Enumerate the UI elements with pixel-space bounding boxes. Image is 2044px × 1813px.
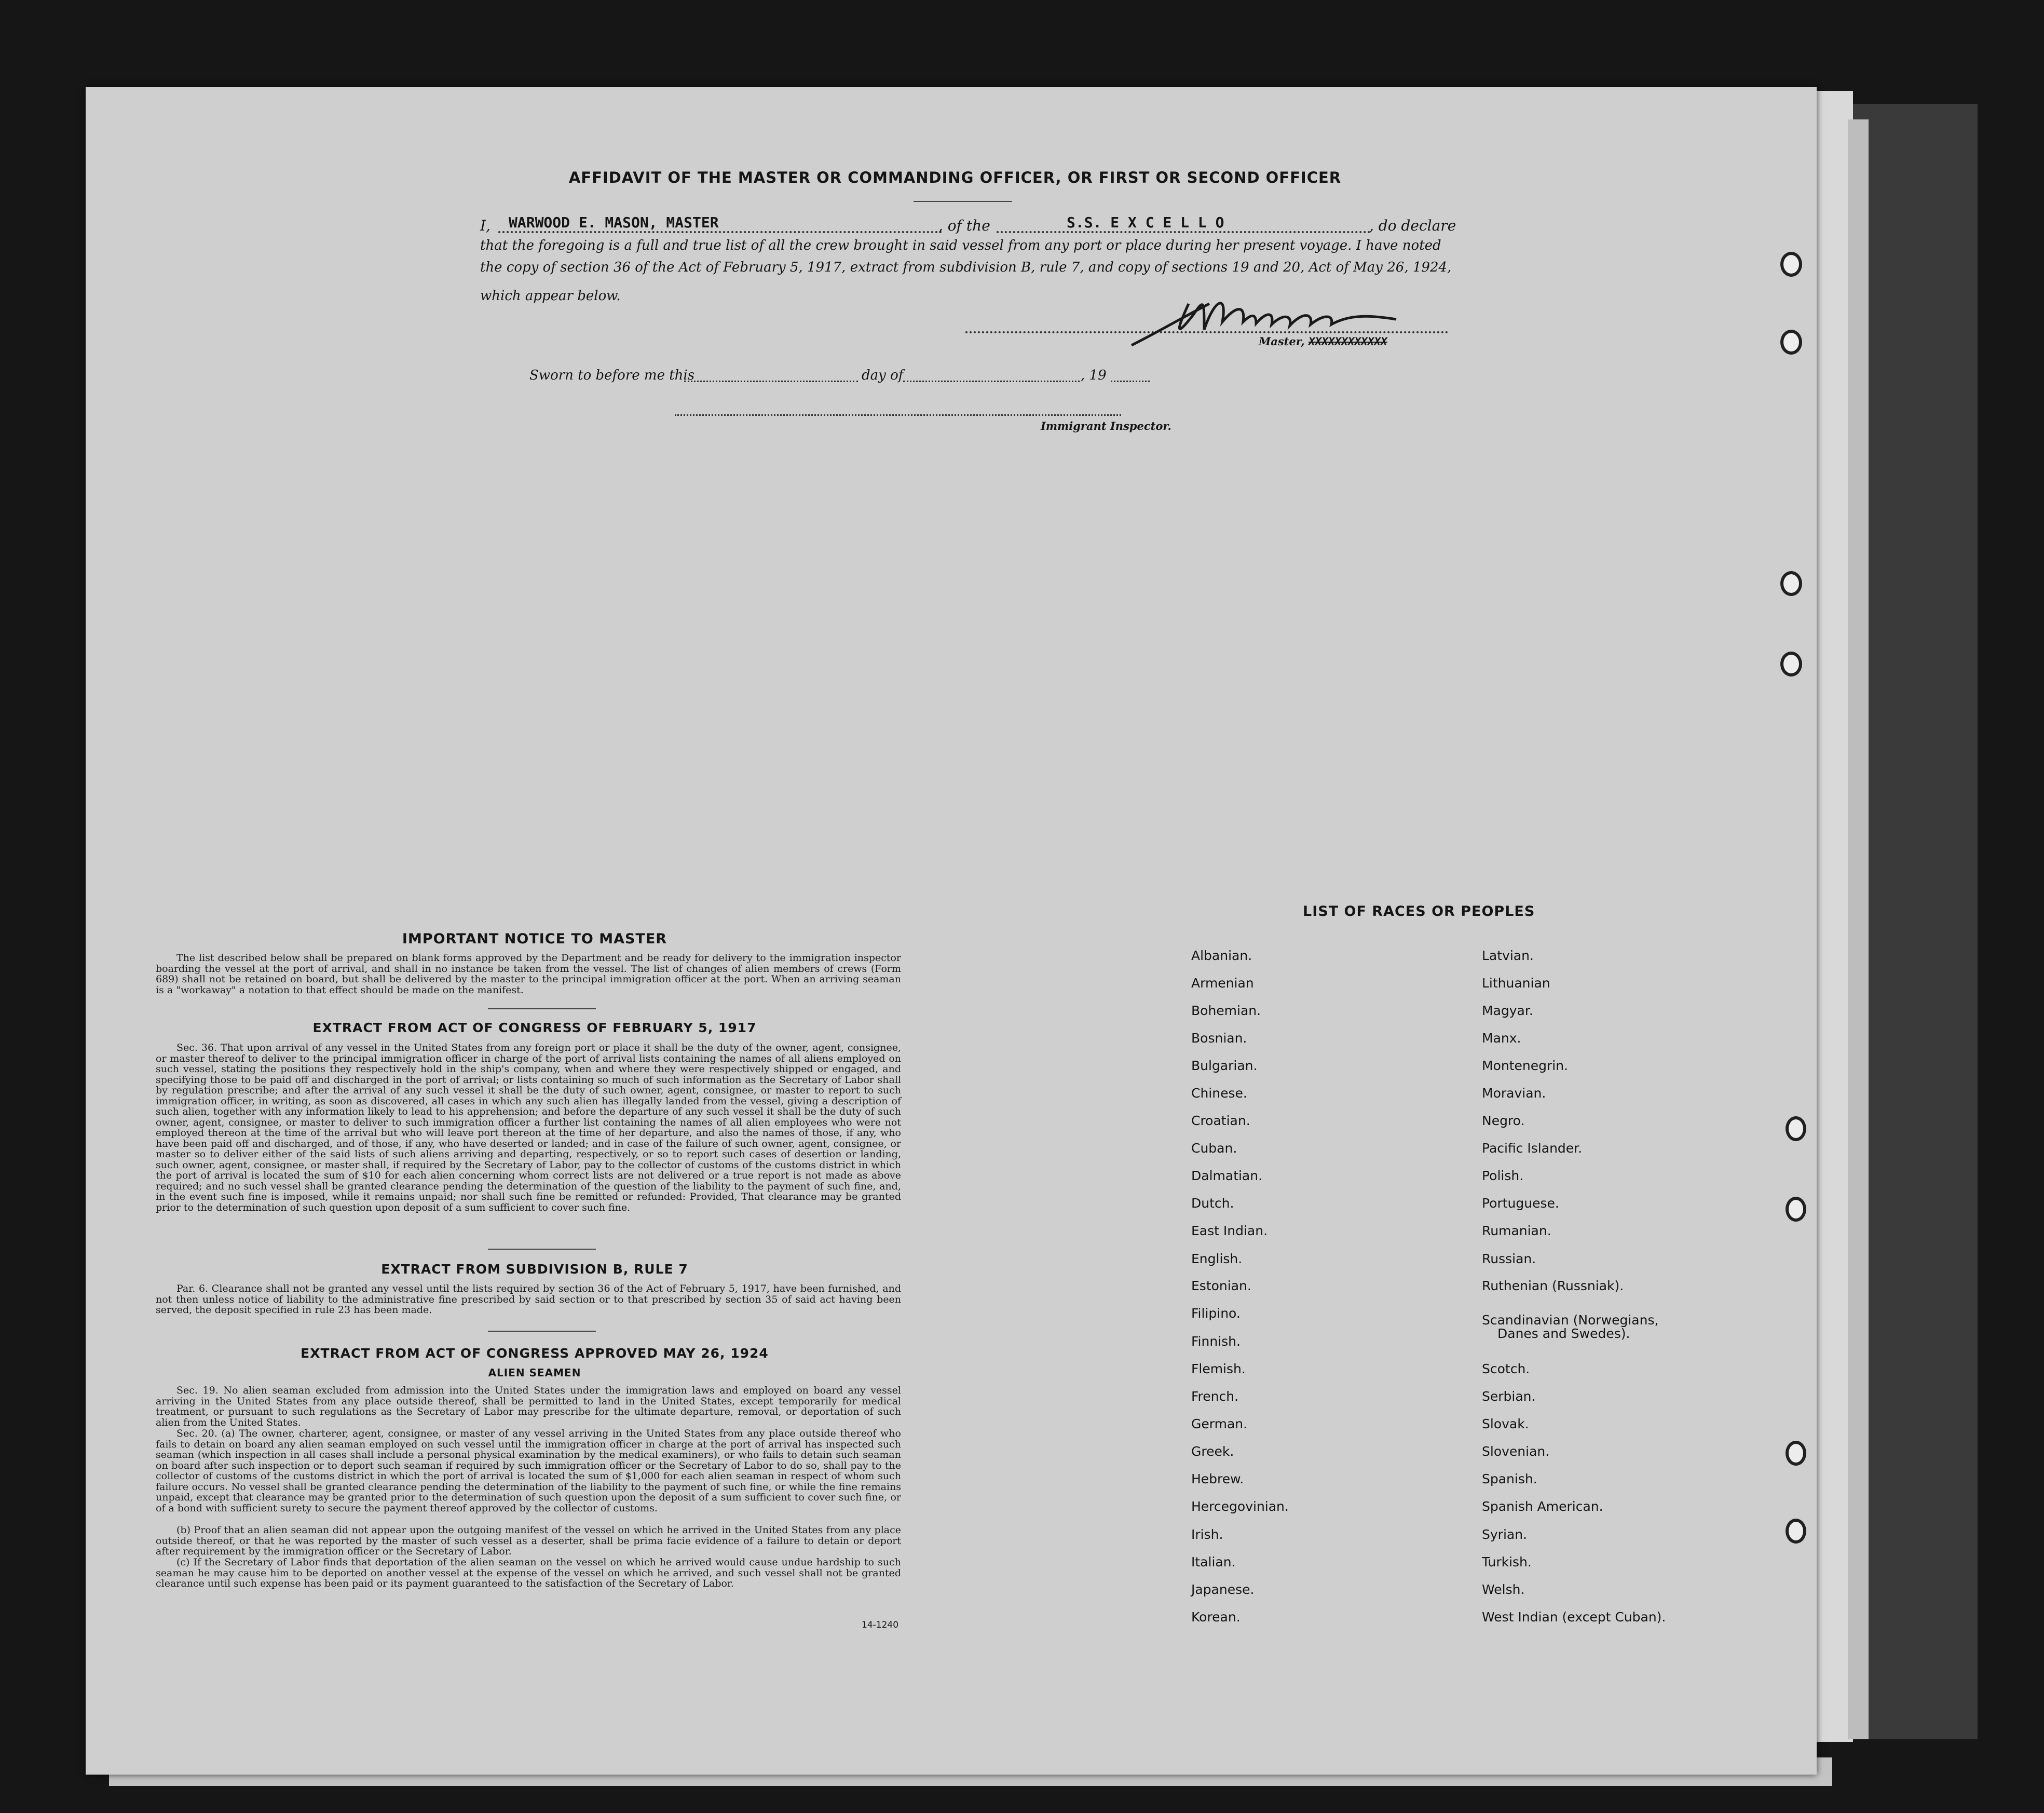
race-right-item: Serbian. — [1482, 1389, 1536, 1404]
notice-text: The list described below shall be prepared on blank forms approved by the Department and be ready for delivery to the immigration inspector boarding the vessel at the port of arrival, and shall in no instance be taken from the vessel. The list of changes of alien members of crews (Form 689) shall not be retained on board, but shall be delivered by the master to the principal immigration officer at the port. When an arriving seaman is a "workaway" a notation to that effect should be made on the manifest. — [156, 952, 901, 996]
race-left-item: French. — [1191, 1389, 1239, 1404]
race-left-item: Cuban. — [1191, 1141, 1237, 1156]
race-left-item: Armenian — [1191, 976, 1254, 991]
race-left-item: Estonian. — [1191, 1278, 1251, 1293]
extract-1917-title: EXTRACT FROM ACT OF CONGRESS OF FEBRUARY 5, 1917 — [312, 1020, 757, 1035]
master-name-line — [498, 231, 942, 233]
sworn-label: Sworn to before me this — [529, 368, 695, 383]
declare-label: , do declare — [1369, 217, 1456, 234]
affidavit-title: AFFIDAVIT OF THE MASTER OR COMMANDING OFFICER, OR FIRST OR SECOND OFFICER — [568, 169, 1342, 186]
affidavit-line-4: which appear below. — [480, 288, 621, 304]
race-left-item: Finnish. — [1191, 1334, 1241, 1349]
sworn-year-line — [1111, 381, 1150, 382]
affidavit-line-3: the copy of section 36 of the Act of February 5, 1917, extract from subdivision B, rule 7, and copy of sections 19 and 20, Act of May 26, 1924, — [480, 260, 1452, 275]
race-right-item: Slovenian. — [1482, 1444, 1550, 1459]
race-left-item: Italian. — [1191, 1554, 1236, 1570]
race-right-item: Rumanian. — [1482, 1223, 1551, 1238]
race-right-item: Moravian. — [1482, 1086, 1546, 1101]
race-left-item: Bohemian. — [1191, 1003, 1261, 1018]
race-left-item: Greek. — [1191, 1444, 1234, 1459]
race-right-item: Russian. — [1482, 1251, 1536, 1266]
master-title — [1259, 335, 1387, 348]
signature-text: WEMason — [1189, 340, 1192, 341]
race-right-item: Negro. — [1482, 1113, 1525, 1128]
year-label: , 19 — [1081, 368, 1107, 383]
race-left-item: Korean. — [1191, 1609, 1241, 1625]
race-right-item: Manx. — [1482, 1031, 1521, 1046]
race-right-item: Spanish. — [1482, 1471, 1537, 1486]
sworn-month-line — [903, 381, 1080, 382]
race-right-item: Syrian. — [1482, 1527, 1527, 1542]
binder-hole-1 — [1780, 252, 1802, 277]
race-right-item: Magyar. — [1482, 1003, 1533, 1018]
race-right-item: Portuguese. — [1482, 1196, 1559, 1211]
race-right-item: Pacific Islander. — [1482, 1141, 1583, 1156]
race-right-item: Polish. — [1482, 1168, 1524, 1183]
race-right-item: Scotch. — [1482, 1361, 1530, 1376]
race-right-item: Lithuanian — [1482, 976, 1550, 991]
extract-1917-rule — [488, 1249, 596, 1250]
race-left-item: Bosnian. — [1191, 1031, 1247, 1046]
notice-title: IMPORTANT NOTICE TO MASTER — [402, 931, 667, 947]
race-left-item: Flemish. — [1191, 1361, 1246, 1376]
race-right-item: Scandinavian (Norwegians, — [1482, 1313, 1659, 1328]
extract-1924-sec20a: Sec. 20. (a) The owner, charterer, agent, consignee, or master of any vessel arriving in the United States from any place outside thereof who fails to detain on board any alien seaman employed on such vessel until the immigration officer in charge at the port of arrival has inspected such seaman (which inspection in all cases shall include a personal physical examination by the medical examiners), or who fails to detain such seaman on board after such inspection or to deport such seaman if required by such immigration officer or the Secretary of Labor to do so, shall pay to the collector of customs of the customs district in which the port of arrival is located the sum of $1,000 for each alien seaman in respect of whom such failure occurs. No vessel shall be granted clearance pending the determination of the liability to the payment of such fine, or while the fine remains unpaid, except that clearance may be granted prior to the determination of such question upon the deposit of a sum sufficient to cover such fine, or of a bond with sufficient surety to secure the payment thereof approved by the collector of customs. — [156, 1428, 901, 1514]
sworn-day-line — [684, 381, 858, 382]
extract-1924-sec20c: (c) If the Secretary of Labor finds that deportation of the alien seaman on the vessel on which he arrived would cause undue hardship to such seaman he may cause him to be deported on another vessel at the expense of the vessel on which he arrived, and such vessel shall not be granted clearance until such expense has been paid or its payment guaranteed to the satisfaction of the Secretary of Labor. — [156, 1557, 901, 1589]
inspector-label: Immigrant Inspector. — [1041, 420, 1171, 432]
race-left-item: Dalmatian. — [1191, 1168, 1263, 1183]
vessel-name-line — [997, 231, 1370, 233]
extract-1924-subtitle: ALIEN SEAMEN — [488, 1366, 581, 1379]
race-left-item: Japanese. — [1191, 1582, 1255, 1597]
race-right-item: Spanish American. — [1482, 1499, 1603, 1514]
race-left-item: Albanian. — [1191, 948, 1252, 963]
extract-rule7-text: Par. 6. Clearance shall not be granted any vessel until the lists required by section 36 of the Act of February 5, 1917, have been furnished, and not then unless notice of liability to the administrative fine prescribed by said section or to that prescribed by section 35 of said act having been served, the deposit specified in rule 23 has been made. — [156, 1283, 901, 1316]
race-right-item: Turkish. — [1482, 1554, 1532, 1570]
master-name: WARWOOD E. MASON, MASTER — [509, 214, 719, 231]
affidavit-line-2: that the foregoing is a full and true list of all the crew brought in said vessel from any port or place during her present voyage. I have noted — [480, 238, 1441, 253]
inspector-line — [675, 414, 1121, 416]
binder-hole-4 — [1780, 652, 1802, 677]
race-right-item: Latvian. — [1482, 948, 1534, 963]
extract-1924-title: EXTRACT FROM ACT OF CONGRESS APPROVED MAY 26, 1924 — [301, 1346, 769, 1361]
vessel-name: S.S. E X C E L L O — [1067, 214, 1224, 231]
race-left-item: East Indian. — [1191, 1223, 1268, 1238]
race-left-item: Filipino. — [1191, 1306, 1241, 1321]
binder-hole-8 — [1786, 1519, 1806, 1544]
race-left-item: Irish. — [1191, 1527, 1223, 1542]
extract-rule7-rule — [488, 1331, 596, 1332]
race-left-item: Hebrew. — [1191, 1471, 1244, 1486]
race-left-item: Dutch. — [1191, 1196, 1234, 1211]
struck-officer-text: XXXXXXXXXXXX — [1308, 335, 1387, 348]
race-left-item: Chinese. — [1191, 1086, 1247, 1101]
binder-hole-6 — [1786, 1197, 1806, 1222]
of-the-label: , of the — [938, 217, 990, 234]
binder-hole-2 — [1780, 330, 1802, 355]
master-label: Master, — [1259, 335, 1309, 348]
day-of-label: day of — [862, 368, 904, 383]
background-sheet-edge-2 — [1848, 119, 1869, 1739]
race-right-item: Ruthenian (Russniak). — [1482, 1278, 1624, 1293]
binder-hole-5 — [1786, 1116, 1806, 1141]
form-number: 14-1240 — [862, 1620, 899, 1630]
extract-rule7-title: EXTRACT FROM SUBDIVISION B, RULE 7 — [381, 1262, 688, 1277]
race-right-item: West Indian (except Cuban). — [1482, 1609, 1666, 1625]
race-left-item: German. — [1191, 1416, 1248, 1431]
notice-rule — [488, 1008, 596, 1009]
race-left-item: Bulgarian. — [1191, 1058, 1258, 1073]
affidavit-i-label: I, — [480, 217, 490, 234]
binder-hole-7 — [1786, 1441, 1806, 1466]
race-right-item: Danes and Swedes). — [1497, 1326, 1630, 1341]
extract-1924-sec20b: (b) Proof that an alien seaman did not appear upon the outgoing manifest of the vessel on which he arrived in the United States from any place outside thereof, or that he was reported by the master of such vessel as a deserter, shall be prima facie evidence of a failure to detain or deport after requirement by the immigration officer or the Secretary of Labor. — [156, 1524, 901, 1557]
extract-1924-sec19: Sec. 19. No alien seaman excluded from admission into the United States under the immigration laws and employed on board any vessel arriving in the United States from any place outside thereof, shall be permitted to land in the United States, except temporarily for medical treatment, or pursuant to such regulations as the Secretary of Labor may prescribe for the ultimate departure, removal, or deportation of such alien from the United States. — [156, 1385, 901, 1428]
race-left-item: Hercegovinian. — [1191, 1499, 1289, 1514]
races-title: LIST OF RACES OR PEOPLES — [1303, 903, 1535, 919]
race-right-item: Montenegrin. — [1482, 1058, 1569, 1073]
race-right-item: Slovak. — [1482, 1416, 1529, 1431]
extract-1917-text: Sec. 36. That upon arrival of any vessel in the United States from any foreign port or place it shall be the duty of the owner, agent, consignee, or master thereof to deliver to the principal immigration officer in charge of the port of arrival lists containing the names of all aliens employed on such vessel, stating the positions they respectively hold in the ship's company, when and where they were respectively shipped or engaged, and specifying those to be paid off and discharged in the port of arrival; or lists containing so much of such information as the Secretary of Labor shall by regulation prescribe; and after the arrival of any such vessel it shall be the duty of such owner, agent, consignee, or master to report to such immigration officer, in writing, as soon as discovered, all cases in which any such alien has illegally landed from the vessel, giving a description of such alien, together with any information likely to lead to his apprehension; and before the departure of any such vessel it shall be the duty of such owner, agent, consignee, or master to deliver to such immigration officer a further list containing the names of all alien employees who were not employed thereon at the time of the arrival but who will leave port thereon at the time of her departure, and also the names of those, if any, who have been paid off and discharged, and of those, if any, who have deserted or landed; and in case of the failure of such owner, agent, consignee, or master so to deliver either of the said lists of such aliens arriving and departing, respectively, or so to report such cases of desertion or landing, such owner, agent, consignee, or master shall, if required by the Secretary of Labor, pay to the collector of customs of the customs district in which the port of arrival is located the sum of $10 for each alien concerning whom correct lists are not delivered or a true report is not made as above required; and no such vessel shall be granted clearance pending the determination of the question of the liability to the payment of such fine, and, in the event such fine is imposed, while it remains unpaid; nor shall such fine be remitted or refunded: Provided, That clearance may be granted prior to the determination of such question upon deposit of a sum sufficient to cover such fine. — [156, 1042, 901, 1213]
affidavit-title-rule — [914, 201, 1012, 202]
race-left-item: Croatian. — [1191, 1113, 1250, 1128]
race-left-item: English. — [1191, 1251, 1243, 1266]
binder-hole-3 — [1780, 571, 1802, 596]
race-right-item: Welsh. — [1482, 1582, 1525, 1597]
